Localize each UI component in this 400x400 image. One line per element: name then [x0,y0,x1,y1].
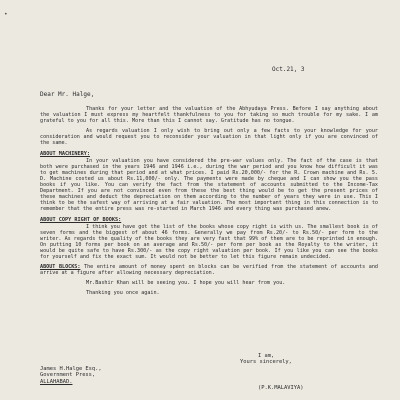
paragraph-visit: Mr.Bashir Khan will be seeing you. I hope you will hear from you. [86,280,286,287]
heading-machinery: ABOUT MACHINERY: [40,150,90,157]
paragraph-blocks: ABOUT BLOCKS: The entire amount of money spent on blocks can be verified from the statement of accounts and arrive at a figure after allowing necessary depreciation. [40,264,378,277]
addressee-org: Government Press, [40,372,96,379]
paragraph-thanking: Thanking you once again. [86,290,160,297]
paragraph-valuation-intro: As regards valuation I only wish to bring out only a few facts to your knowledge for your consideration and would request you to reconsider your valuation in that light only if you are convinced of the same. [40,128,378,147]
addressee-block [40,366,102,385]
letter-body [40,106,378,301]
heading-copyright: ABOUT COPY RIGHT OF BOOKS: [40,216,122,223]
page-mark: • [4,11,8,18]
paragraph-thanks: Thanks for your letter and the valuation of the Abhyudaya Press. Before I say anything about the valuation I must express my heartfelt thankfulness to you for taking so much trouble for my sake. I am grateful to you for all this. More than this I cannot say. Gratitude has no tongue. [40,106,378,125]
addressee-city: ALLAHABAD. [40,378,73,385]
paragraph-machinery: In your valuation you have considered the pre-war values only. The fact of the case is that both were purchased in the years 1946 and 1946 i.e., during the war period and you know how difficult it was to get machines during that period and at what prices. I paid Rs.20,000/- for the R. Crown machine and Rs. 5. D. Machine costed us about Rs.11,000/- only. The payments were made by cheque and I can show you the pass books if you like. You can verify the fact from the statement of accounts submitted to the Income-Tax Department. If you are not convinced even from these the best thing would be to get the present prices of these machines and deduct the depreciation on them according to the number of years they were in use. This I think to be the safest way of arriving at a fair valuation. The most important thing in this connection is to remember that the entire press was re-started in March 1946 and every thing was purchased anew. [40,157,378,213]
heading-blocks: ABOUT BLOCKS: [40,264,81,271]
closing-line-2: Yours sincerely, [240,359,292,366]
closing-line-1: I am, [258,353,275,359]
letter-date: Oct.21, 3 [272,66,305,73]
signer-name: (P.K.MALAVIYA) [258,385,304,391]
paragraph-copyright: I think you have got the list of the books whose copy right is with us. The smallest book is of seven forms and the biggest of about 46 forms. Generally we pay from Rs.20/- to Rs.50/- per form to the writer. As regards the quality of the books they are very fast that 99% of them are to be reprinted in enough. On putting 10 forms per book on an average and Rs.50/- per form per book as the Royalty to the writer, it would be quite safe to have Rs.300/- as the copy right valuation per book. If you like you can see the books for yourself and fix the exact sum. It would not be better to let this figure remain undecided. [40,223,378,261]
addressee-name: James H.Halge Esq., [40,366,102,372]
closing-block [240,353,292,366]
salutation: Dear Mr. Halge, [40,91,95,98]
